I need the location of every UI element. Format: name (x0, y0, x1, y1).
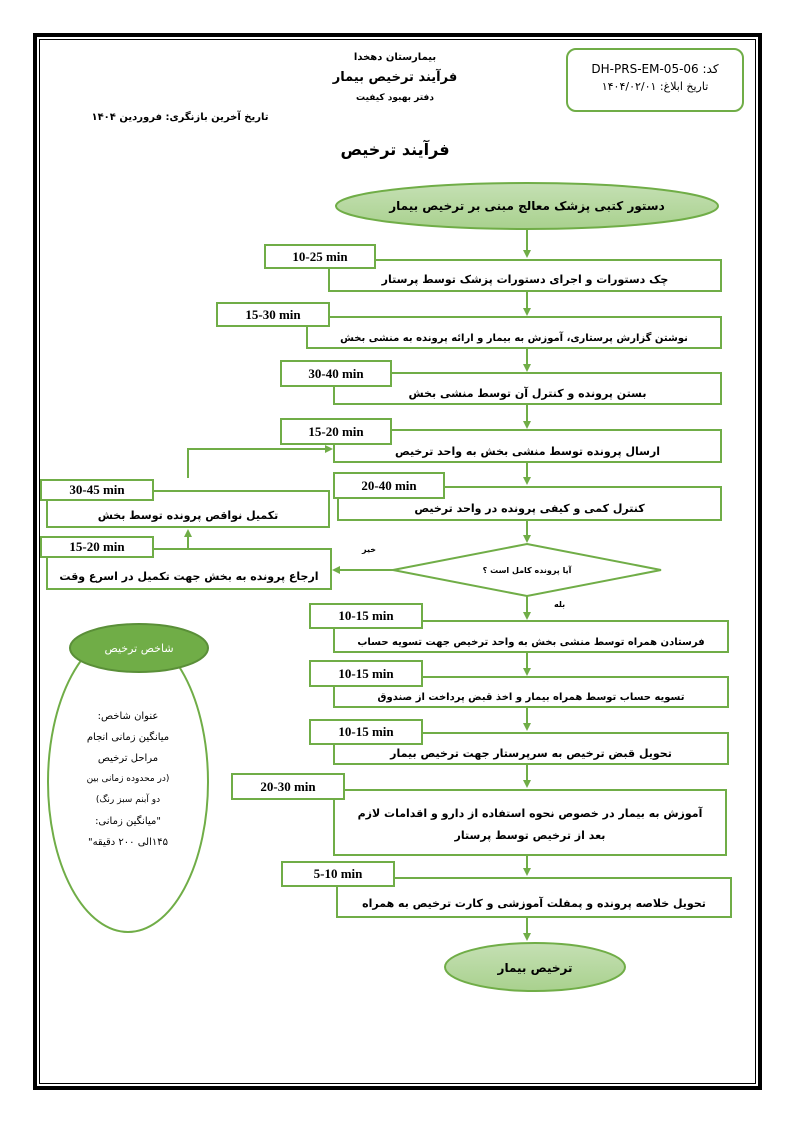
step-text: آموزش به بیمار در خصوص نحوه استفاده از دارو و اقدامات لازم بعد از ترخیص توسط پرستار (357, 806, 703, 842)
kpi-line: ۱۴۵الی ۲۰۰ دقیقه" (87, 837, 169, 848)
time-badge: 10-25 min (264, 244, 376, 269)
step-box (306, 316, 722, 349)
hospital-name: بیمارستان دهخدا (353, 52, 437, 63)
time-badge: 15-20 min (40, 536, 154, 558)
kpi-line: (در محدوده زمانی بین (86, 774, 170, 784)
time-badge: 15-20 min (280, 418, 392, 445)
kpi-description (52, 706, 204, 853)
office-name: دفتر بهبود کیفیت (356, 93, 434, 103)
kpi-line: "میانگین زمانی: (95, 816, 161, 827)
step-text: بستن پرونده و کنترل آن توسط منشی بخش (408, 386, 647, 400)
step-text: چک دستورات و اجرای دستورات پزشک توسط پرستار (381, 272, 669, 286)
step-text: فرستادن همراه توسط منشی بخش به واحد ترخیص جهت تسویه حساب (357, 637, 705, 648)
time-badge: 5-10 min (281, 861, 395, 887)
time-badge: 20-40 min (333, 472, 445, 499)
decision-label: آیا پرونده کامل است ؟ (482, 565, 572, 575)
time-badge: 10-15 min (309, 603, 423, 629)
time-badge: 20-30 min (231, 773, 345, 800)
start-label: دستور کتبی پزشک معالج مبنی بر ترخیص بیمار (389, 199, 665, 213)
time-badge: 30-40 min (280, 360, 392, 387)
end-label: ترخیص بیمار (497, 961, 573, 975)
kpi-line: مراحل ترخیص (97, 753, 159, 764)
kpi-line: میانگین زمانی انجام (86, 732, 170, 743)
step-text: تسویه حساب توسط همراه بیمار و اخذ قبض پرداخت از صندوق (377, 692, 685, 703)
step-text: ارجاع پرونده به بخش جهت تکمیل در اسرع وقت (59, 569, 319, 583)
time-badge: 10-15 min (309, 660, 423, 687)
time-badge: 10-15 min (309, 719, 423, 745)
time-badge: 15-30 min (216, 302, 330, 327)
arrow-complete-to-send (188, 449, 331, 478)
page-title: فرآیند ترخیص (340, 140, 450, 159)
step-text: کنترل کمی و کیفی پرونده در واحد ترخیص (414, 501, 645, 515)
code-value: DH-PRS-EM-05-06 (591, 62, 699, 76)
kpi-line: عنوان شاخص: (97, 711, 159, 722)
step-text: تکمیل نواقص پرونده توسط بخش (97, 508, 279, 522)
code-label: کد: (702, 62, 719, 76)
step-box (333, 789, 727, 856)
step-box (336, 877, 732, 918)
step-box (328, 259, 722, 292)
last-revision-date: تاریخ آخرین بازنگری: فروردین ۱۴۰۴ (91, 112, 269, 123)
kpi-title: شاخص ترخیص (104, 641, 174, 655)
yes-label: بله (554, 600, 566, 609)
step-text: تحویل قبض ترخیص به سرپرستار جهت ترخیص بیمار (390, 746, 672, 760)
step-text: نوشتن گزارش پرستاری، آموزش به بیمار و ارائه پرونده به منشی بخش (340, 333, 688, 344)
kpi-line: دو آبنم سبز رنگ) (95, 795, 161, 805)
notify-date: تاریخ ابلاغ: ۱۴۰۴/۰۲/۰۱ (601, 80, 709, 93)
step-text: ارسال پرونده توسط منشی بخش به واحد ترخیص (394, 444, 661, 458)
step-text: تحویل خلاصه پرونده و پمفلت آموزشی و کارت ترخیص به همراه (362, 896, 706, 910)
time-badge: 30-45 min (40, 479, 154, 501)
process-title: فرآیند ترخیص بیمار (332, 70, 458, 85)
no-label: خیر (362, 545, 377, 554)
